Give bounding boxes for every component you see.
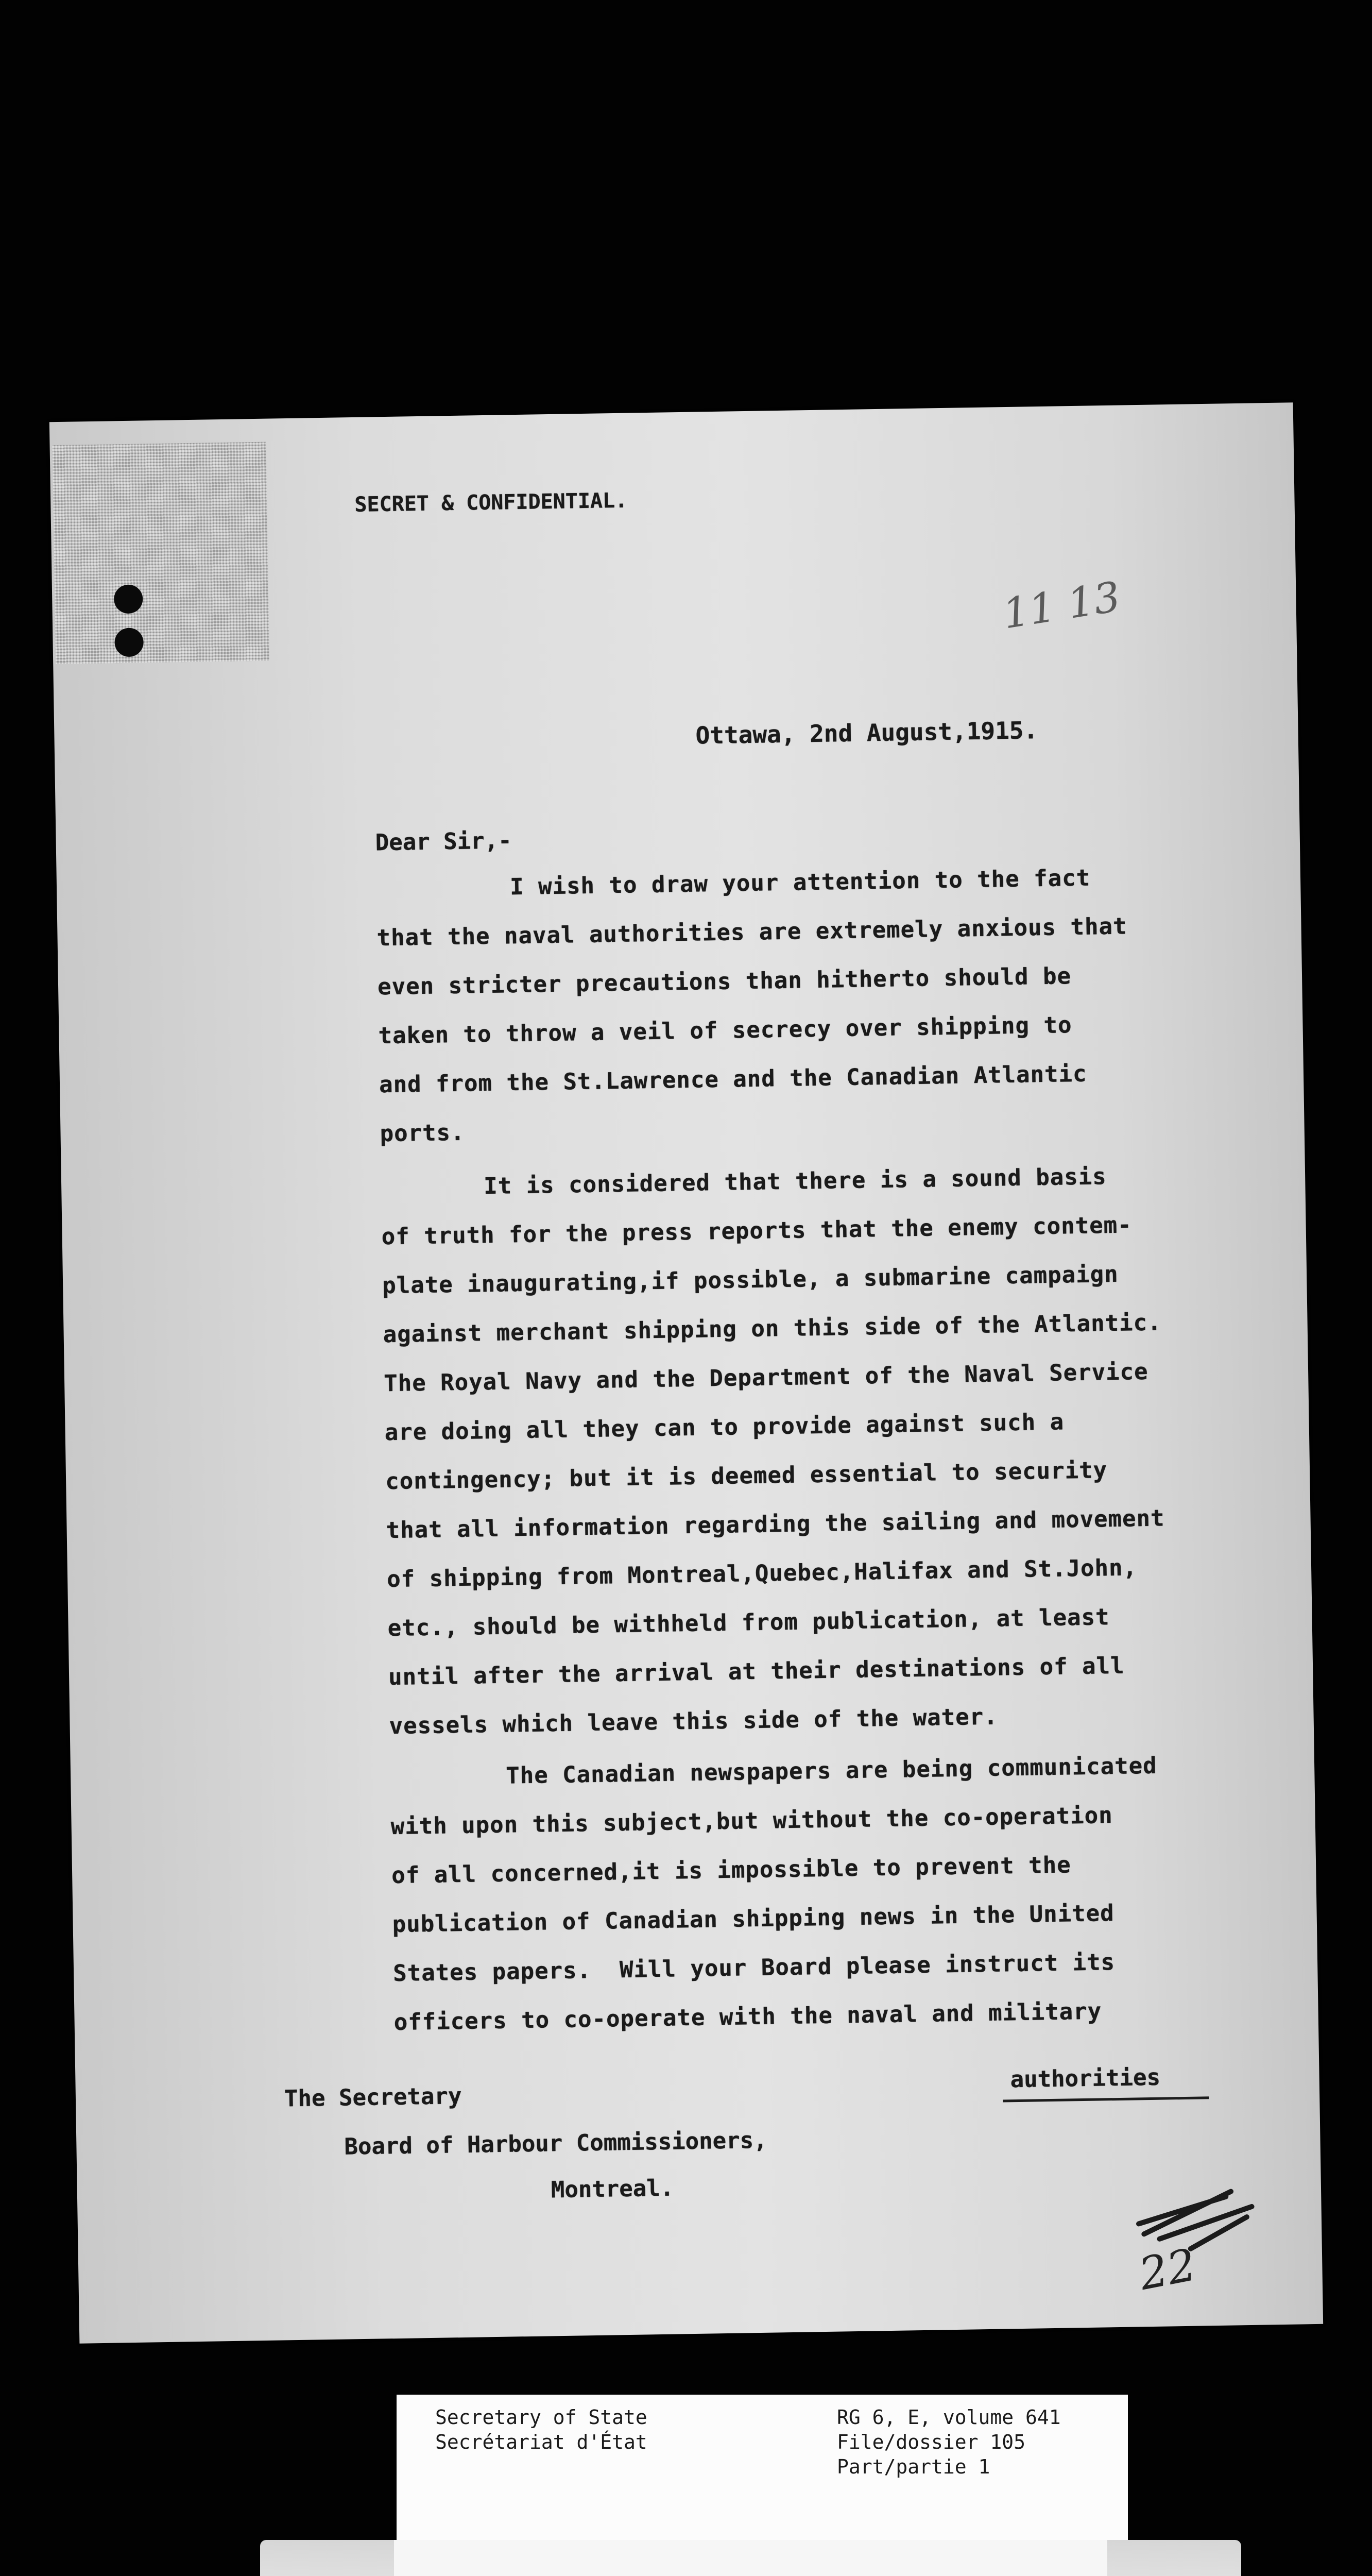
body-line: until after the arrival at their destinations of all <box>388 1652 1125 1691</box>
letter-sheet <box>49 402 1323 2343</box>
addressee-organization: Board of Harbour Commissioners, <box>344 2127 768 2160</box>
body-line: against merchant shipping on this side of the Atlantic. <box>383 1309 1162 1348</box>
body-line: It is considered that there is a sound basis <box>483 1163 1107 1200</box>
body-line: that the naval authorities are extremely anxious that <box>376 913 1127 952</box>
archive-stamp-card <box>260 2540 1241 2576</box>
body-line: with upon this subject,but without the co-operation <box>390 1802 1113 1840</box>
addressee-title: The Secretary <box>284 2083 462 2112</box>
body-line: vessels which leave this side of the water. <box>389 1703 999 1740</box>
body-line: even stricter precautions than hitherto should be <box>377 963 1072 1001</box>
fonds-english: Secretary of State <box>435 2406 647 2429</box>
salutation: Dear Sir,- <box>375 827 512 856</box>
addressee-city: Montreal. <box>551 2175 674 2204</box>
catchword-underline <box>1003 2096 1209 2102</box>
pencil-page-number: 22 <box>1135 2239 1200 2300</box>
body-line: The Canadian newspapers are being communicated <box>505 1752 1158 1789</box>
body-line: plate inaugurating,if possible, a submarine campaign <box>382 1261 1119 1299</box>
body-line: and from the St.Lawrence and the Canadian Atlantic <box>379 1060 1087 1098</box>
body-line: that all information regarding the sailing and movement <box>386 1505 1165 1544</box>
body-line: publication of Canadian shipping news in the United <box>392 1900 1114 1938</box>
body-line: of truth for the press reports that the enemy contem- <box>381 1212 1132 1250</box>
body-line: are doing all they can to provide against such a <box>384 1409 1065 1446</box>
body-line: officers to co-operate with the naval and military <box>393 1998 1102 2036</box>
catchword: authorities <box>1010 2064 1161 2093</box>
part-number: Part/partie 1 <box>837 2455 990 2478</box>
pencil-scribble-icon <box>1128 2176 1263 2260</box>
pencil-folio-mark: 11 13 <box>999 572 1124 638</box>
body-line: The Royal Navy and the Department of the Naval Service <box>383 1358 1148 1397</box>
fabric-swatch <box>53 442 270 664</box>
body-line: contingency; but it is deemed essential to security <box>385 1457 1108 1495</box>
body-line: of all concerned,it is impossible to prevent the <box>391 1852 1072 1889</box>
archive-stamp-panel <box>394 2540 1107 2576</box>
body-line: taken to throw a veil of secrecy over shipping to <box>378 1012 1072 1049</box>
record-group-reference: RG 6, E, volume 641 <box>837 2406 1061 2429</box>
body-line: etc., should be withheld from publication, at least <box>387 1604 1110 1642</box>
body-line: of shipping from Montreal,Quebec,Halifax and St.John, <box>386 1554 1138 1593</box>
file-number: File/dossier 105 <box>837 2431 1026 2453</box>
body-line: I wish to draw your attention to the fact <box>509 865 1091 901</box>
place-date: Ottawa, 2nd August,1915. <box>695 716 1038 750</box>
classification-heading: SECRET & CONFIDENTIAL. <box>354 488 628 517</box>
body-line: ports. <box>380 1119 465 1147</box>
fonds-french: Secrétariat d'État <box>435 2431 647 2453</box>
body-line: States papers. Will your Board please instruct its <box>392 1949 1116 1987</box>
